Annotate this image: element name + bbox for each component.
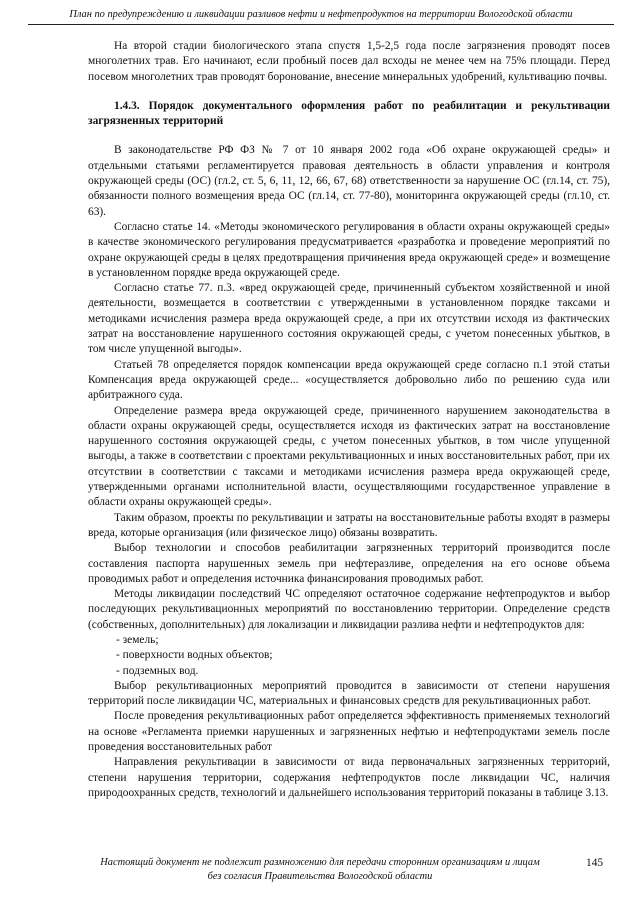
paragraph: Статьей 78 определяется порядок компенсации вреда окружающей среде согласно п.1 этой статьи Компенсация вреда окружающей среде... «осуществляется добровольно либо по решению суда или арбитражного суда. [88,358,610,402]
list-item: - поверхности водных объектов; [116,649,273,662]
list-item: - земель; [116,633,159,646]
paragraph: В законодательстве РФ ФЗ № 7 от 10 января 2002 года «Об охране окружающей среды» и отдельными статьями регламентируется правовая деятельность в области управления и контроля окружающей среды (ОС) (гл.2, ст. 5, 6, 11, 12, 66, 67, 68) ответственности за нарушение ОС (гл.14, ст. 75), обязанности полного возмещения вреда ОС (гл.14, ст. 77-80), мониторинга окружающей среды (гл.10, ст. 63). [88,144,610,218]
paragraph: Выбор рекультивационных мероприятий проводится в зависимости от степени нарушения территорий после ликвидации ЧС, материальных и финансовых средств для рекультивационных работ. [88,679,610,708]
paragraph: Методы ликвидации последствий ЧС определяют остаточное содержание нефтепродуктов и выбор последующих рекультивационных мероприятий по восстановлению территории. Определение средств (собственных, дополнительных) для локализации и ликвидации разлива нефти и нефтепродуктов для: [88,588,610,631]
paragraph: Согласно статье 77. п.3. «вред окружающей среде, причиненный субъектом хозяйственной и иной деятельности, возмещается в соответствии с утвержденными в установленном порядке таксами и методиками исчисления размера вреда окружающей среде, а при их отсутствии исходя из фактических затрат на восстановление нарушенного состояния окружающей среды, с учетом понесенных убытков, в том числе упущенной выгоды». [88,282,610,356]
paragraph: Согласно статье 14. «Методы экономического регулирования в области охраны окружающей среды» в качестве экономического регулирования предусматривается «разработка и проведение мероприятий по охране окружающей среды в целях предотвращения причинения вреда окружающей среде» и возмещение в установленном порядке вреда окружающей среде. [88,220,610,279]
footer-line: Настоящий документ не подлежит размножению для передачи сторонним организациям и лицам [100,857,540,868]
paragraph: После проведения рекультивационных работ определяется эффективность применяемых технологий на основе «Регламента приемки нарушенных и загрязненных нефтью и нефтепродуктами земель после проведения восстановительных работ [88,710,610,754]
paragraph: Выбор технологии и способов реабилитации загрязненных территорий производится после составления паспорта нарушенных земель при нефтеразливе, определения на его основе объема проводимых работ и определения источника финансирования проводимых работ. [88,542,610,585]
paragraph: Направления рекультивации в зависимости от вида первоначальных загрязненных территорий, степени нарушения территории, содержания нефтепродуктов после ликвидации ЧС, наличия природоохранных средств, технологий и дальнейшего использования территорий показаны в таблице 3.13. [88,756,610,799]
footer-line: без согласия Правительства Вологодской области [207,871,433,882]
paragraph: Таким образом, проекты по рекультивации и затраты на восстановительные работы входят в размеры вреда, которые организация (или физическое лицо) обязаны возвратить. [88,511,610,539]
section-heading: 1.4.3. Порядок документального оформления работ по реабилитации и рекультивации загрязненных территорий [88,99,610,128]
list-item: - подземных вод. [116,664,199,677]
running-footer [60,856,580,884]
document-body [88,39,610,801]
running-header: План по предупреждению и ликвидации разливов нефти и нефтепродуктов на территории Вологодской области [28,8,614,25]
paragraph: Определение размера вреда окружающей среде, причиненного нарушением законодательства в области охраны окружающей среды, осуществляется исходя из фактических затрат на восстановление нарушенного состояния окружающей среды, с учетом понесенных убытков, в том числе упущенной выгоды, а также в соответствии с проектами рекультивационных и иных восстановительных работ, при их отсутствии в соответствии с таксами и методиками исчисления размера вреда окружающей среде, утвержденными органами исполнительной власти, осуществляющими государственное управление в области охраны окружающей среды». [88,404,610,509]
paragraph: На второй стадии биологического этапа спустя 1,5-2,5 года после загрязнения проводят посев многолетних трав. Его начинают, если пробный посев дал всходы не менее чем на 75% площади. Перед посевом многолетних трав проводят боронование, внесение минеральных удобрений, культивацию почвы. [88,40,610,83]
page-number: 145 [586,857,604,869]
